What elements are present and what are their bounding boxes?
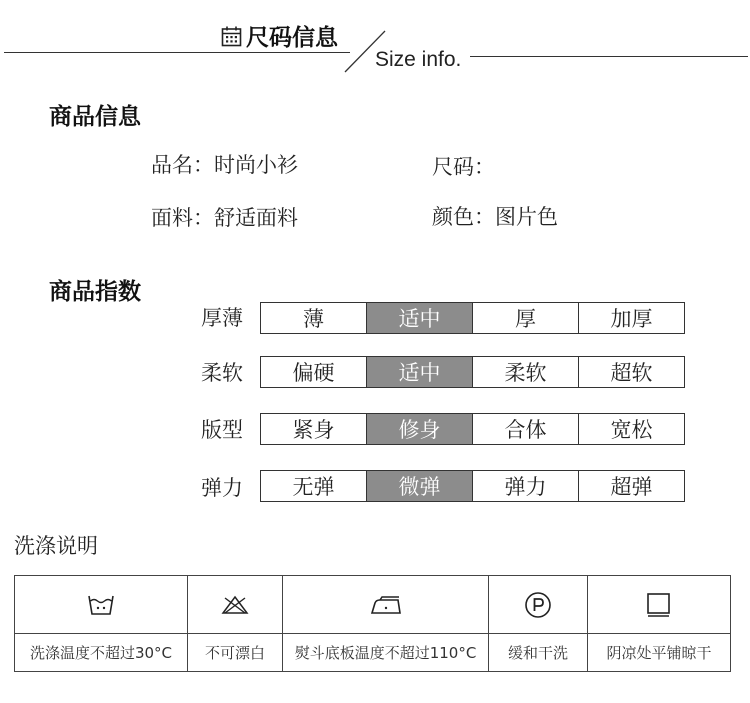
product-fabric-label: 面料： (151, 206, 214, 230)
product-name-value: 时尚小衫 (214, 153, 298, 177)
flat-dry-icon (646, 592, 672, 618)
no-bleach-icon (220, 594, 250, 616)
index-scale-thickness (260, 302, 685, 334)
washing-item (587, 576, 730, 671)
product-fabric-field (151, 203, 298, 233)
product-color-field (432, 202, 558, 232)
washing-item-text: 缓和干洗 (507, 644, 568, 662)
index-option: 合体 (472, 414, 578, 444)
index-option: 弹力 (472, 471, 578, 501)
wash-30-icon (88, 594, 114, 616)
index-option: 超软 (578, 357, 684, 387)
washing-item-text: 不可漂白 (204, 644, 265, 662)
index-option-selected: 微弹 (366, 471, 472, 501)
index-label-thickness: 厚薄 (201, 306, 243, 330)
product-index-title: 商品指数 (49, 279, 141, 305)
index-option-selected: 修身 (366, 414, 472, 444)
index-scale-elasticity (260, 470, 685, 502)
index-option: 宽松 (578, 414, 684, 444)
index-option: 偏硬 (292, 361, 335, 385)
washing-title: 洗涤说明 (14, 534, 98, 558)
index-label-softness: 柔软 (201, 361, 243, 385)
index-option-selected: 适中 (366, 303, 472, 333)
index-label-fit: 版型 (201, 418, 243, 442)
washing-item (488, 576, 587, 671)
product-color-label: 颜色： (432, 205, 495, 229)
washing-item-text: 阴凉处平铺晾干 (606, 644, 712, 662)
index-option: 紧身 (292, 418, 335, 442)
header-title-cn: 尺码信息 (246, 25, 338, 51)
index-option: 无弹 (292, 475, 335, 499)
washing-item (282, 576, 488, 671)
index-option: 超弹 (578, 471, 684, 501)
product-size-label: 尺码： (432, 155, 495, 179)
index-option-selected: 适中 (366, 357, 472, 387)
product-name-field (151, 150, 298, 180)
header-rule-right (470, 56, 748, 57)
washing-item (15, 576, 187, 671)
product-color-value: 图片色 (495, 205, 558, 229)
header-title-en: Size info. (375, 48, 462, 71)
index-option: 薄 (303, 307, 324, 331)
product-name-label: 品名： (151, 153, 214, 177)
index-scale-fit (260, 413, 685, 445)
washing-item (187, 576, 282, 671)
washing-item-text: 洗涤温度不超过30°C (29, 644, 173, 662)
index-option: 加厚 (578, 303, 684, 333)
product-fabric-value: 舒适面料 (214, 206, 298, 230)
product-info-title: 商品信息 (49, 104, 141, 130)
product-size-field (432, 152, 495, 182)
dry-clean-p-icon (524, 591, 552, 619)
index-option: 厚 (472, 303, 578, 333)
washing-item-text: 熨斗底板温度不超过110°C (294, 644, 477, 662)
iron-icon (370, 594, 402, 616)
calendar-icon (221, 26, 242, 47)
index-option: 柔软 (472, 357, 578, 387)
index-scale-softness (260, 356, 685, 388)
index-label-elasticity: 弹力 (201, 476, 243, 500)
washing-table (14, 575, 731, 672)
